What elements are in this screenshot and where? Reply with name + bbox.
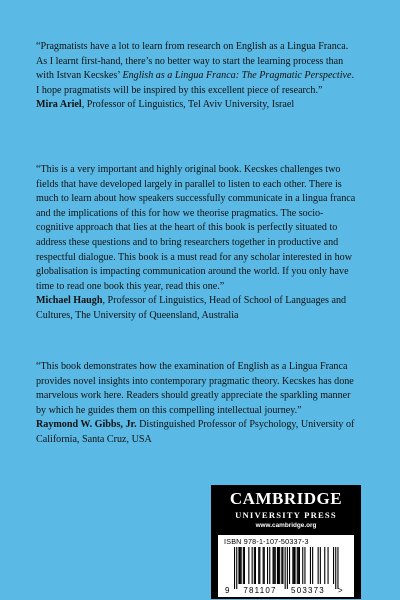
barcode-bar <box>238 547 239 584</box>
book-title-italic: English as a Lingua Franca: The Pragmatic Perspective <box>122 70 352 82</box>
barcode-bar <box>287 547 288 589</box>
barcode-bar <box>333 547 334 584</box>
barcode-bar <box>254 547 255 584</box>
blurb-haugh <box>36 163 358 324</box>
barcode-bar <box>252 547 253 584</box>
barcode-right-digits: 503373 <box>291 586 325 595</box>
barcode-bar <box>335 547 336 589</box>
blurb-quote: “This book demonstrates how the examination of English as a Lingua Franca provides novel insights into contemporary pragmatic theory. Kecskes has done marvelous work here. Readers should greatly appreciate the sparkling manner by which he guides them on this compelling intellectual journey.” <box>36 361 354 416</box>
publisher-url: www.cambridge.org <box>255 522 317 529</box>
quote-text: . I hope pragmatists will be inspired by this excellent piece of research.” <box>36 70 355 96</box>
barcode-bar <box>255 547 256 584</box>
isbn-label: ISBN 978-1-107-50337-3 <box>224 537 309 546</box>
barcode-bar <box>295 547 296 584</box>
barcode-bar <box>277 547 278 584</box>
publisher-subtitle: UNIVERSITY PRESS <box>235 510 337 520</box>
barcode-bar <box>312 547 313 584</box>
barcode-bar <box>299 547 300 584</box>
barcode-bar <box>244 547 245 584</box>
blurb-attribution <box>36 98 358 113</box>
reviewer-affiliation: Distinguished Professor of Psychology, University of California, Santa Cruz, USA <box>36 419 355 445</box>
blurb-attribution <box>36 294 358 323</box>
barcode-bar <box>293 547 294 584</box>
barcode-bar <box>248 547 249 584</box>
barcode-bar <box>292 547 293 584</box>
barcode-bar <box>267 547 268 584</box>
barcode-bar <box>241 547 242 584</box>
barcode-first-digit: 9 <box>225 586 230 595</box>
barcode-bar <box>263 547 264 584</box>
barcode-bar <box>259 547 260 584</box>
barcode-bar <box>243 547 244 584</box>
blurb-attribution <box>36 418 358 447</box>
barcode-arrow: > <box>338 586 343 595</box>
barcode-bars <box>234 547 339 589</box>
barcode-bar <box>285 547 286 589</box>
blurb-gibbs <box>36 360 358 448</box>
barcode-bar <box>274 547 275 584</box>
barcode-bar <box>234 547 235 589</box>
barcode-bar <box>318 547 319 584</box>
barcode-bar <box>289 547 290 584</box>
reviewer-name: Michael Haugh <box>36 295 103 307</box>
barcode-bar <box>320 547 321 584</box>
barcode-bar <box>297 547 298 584</box>
barcode-bar <box>310 547 311 584</box>
barcode-bar <box>302 547 303 584</box>
reviewer-name: Raymond W. Gibbs, Jr. <box>36 419 137 431</box>
barcode-bar <box>337 547 338 589</box>
barcode-bar <box>240 547 241 584</box>
barcode-bar <box>298 547 299 584</box>
barcode-bar <box>304 547 305 584</box>
barcode-panel <box>218 535 354 597</box>
barcode-bar <box>236 547 237 589</box>
barcode-bar <box>275 547 276 584</box>
reviewer-affiliation: , Professor of Linguistics, Tel Aviv University, Israel <box>81 99 295 111</box>
barcode-bar <box>328 547 329 584</box>
quote-text: “Pragmatists have a lot to learn from research on English as a Lingua Franca. As I learnt first-hand, there’s no better way to start the learning process than with Istvan Kecskes’ <box>36 41 349 82</box>
barcode-bar <box>278 547 279 584</box>
barcode-bar <box>273 547 274 584</box>
reviewer-affiliation: , Professor of Linguistics, Head of School of Languages and Cultures, The University of Queensland, Australia <box>36 295 347 321</box>
blurb-quote <box>36 40 358 98</box>
barcode-bar <box>269 547 270 584</box>
barcode-bar <box>264 547 265 584</box>
publisher-name: CAMBRIDGE <box>229 489 343 508</box>
publisher-block <box>211 485 361 599</box>
barcode-bar <box>324 547 325 584</box>
reviewer-name: Mira Ariel <box>36 99 82 111</box>
blurb-quote: “This is a very important and highly original book. Kecskes challenges two fields that have developed largely in parallel to listen to each other. There is much to learn about how speakers successfully communicate in a lingua franca and the implications of this for how we theorise pragmatics. The socio-cognitive approach that lies at the heart of this book is perfectly situated to address these questions and to bring researchers together in productive and respectful dialogue. This book is a must read for any scholar interested in how globalisation is impacting communication around the world. If you only have time to read one book this year, read this one.” <box>36 164 356 292</box>
blurb-ariel <box>36 40 358 113</box>
barcode <box>224 547 348 595</box>
barcode-bar <box>281 547 282 584</box>
barcode-left-digits: 781107 <box>243 586 277 595</box>
barcode-bar <box>279 547 280 584</box>
barcode-bar <box>282 547 283 584</box>
barcode-bar <box>258 547 259 584</box>
